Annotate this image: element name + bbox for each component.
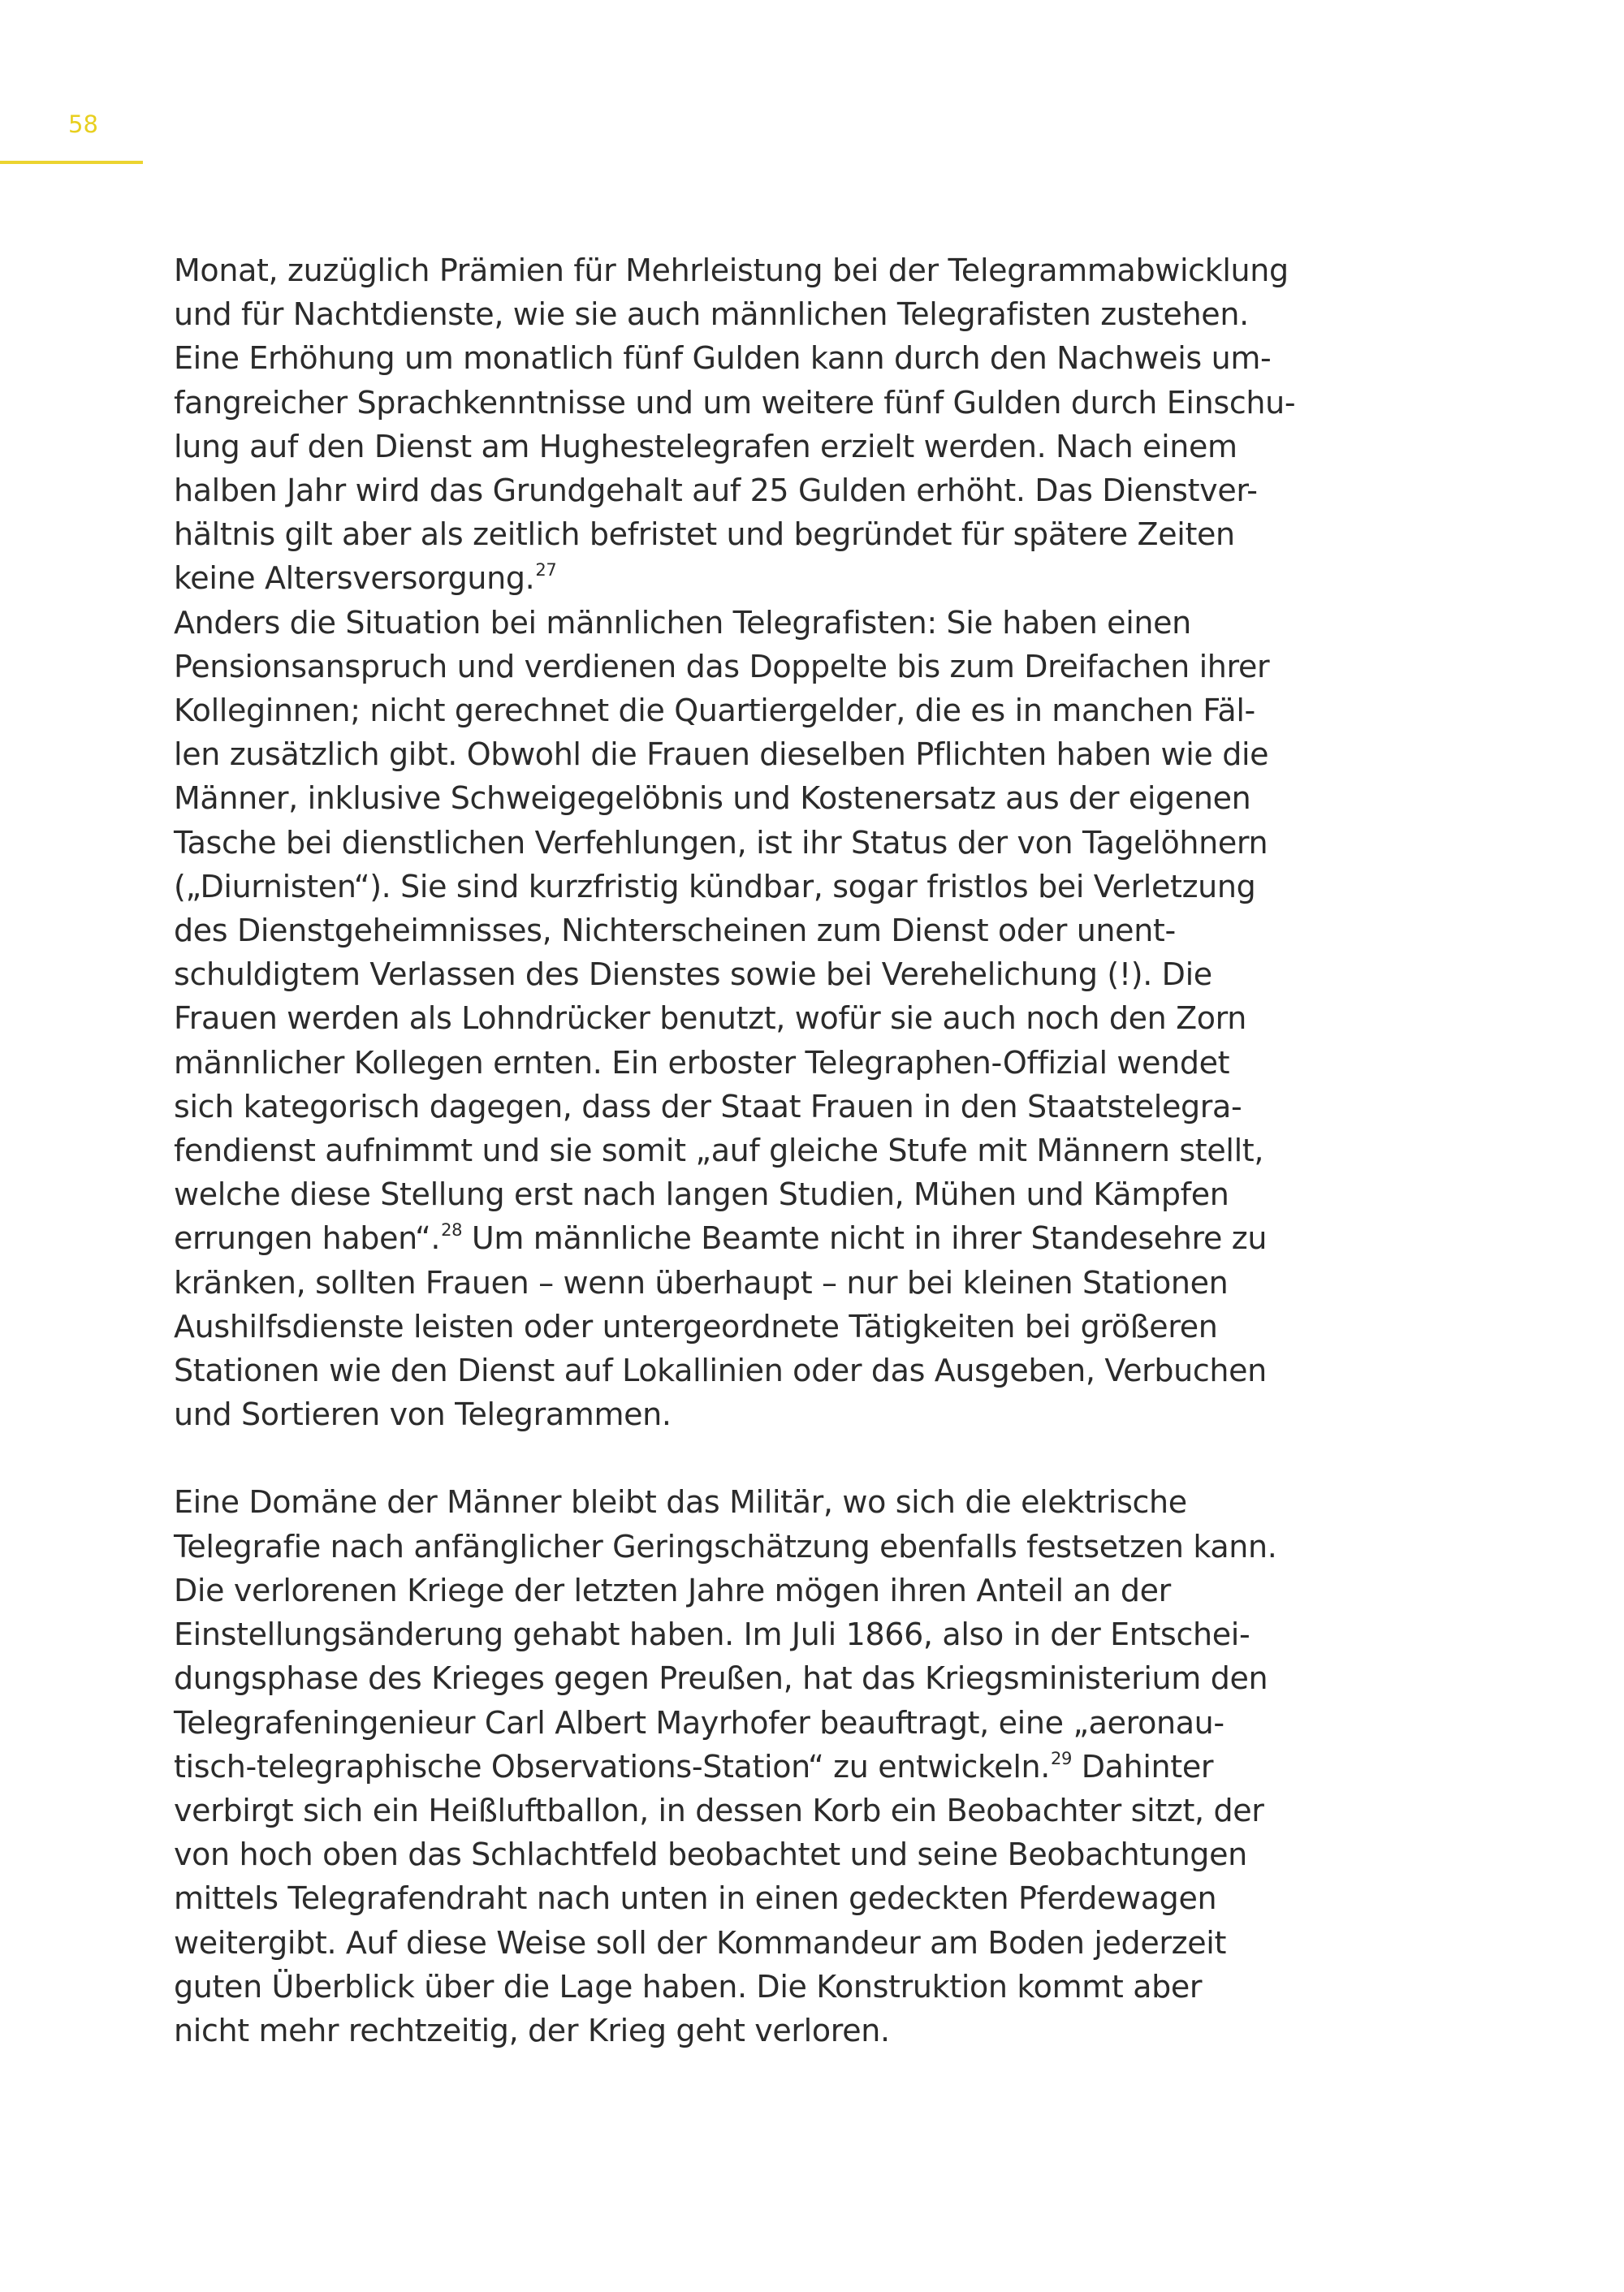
text-line: verbirgt sich ein Heißluftballon, in dessen Korb ein Beobachter sitzt, der: [174, 1792, 1264, 1828]
page-number: 58: [68, 110, 98, 138]
text-line: Tasche bei dienstlichen Verfehlungen, ist ihr Status der von Tagelöhnern: [174, 824, 1268, 861]
text-line: fendienst aufnimmt und sie somit „auf gleiche Stufe mit Männern stellt,: [174, 1133, 1264, 1169]
text-line: Telegrafeningenieur Carl Albert Mayrhofer beauftragt, eine „aeronau-: [174, 1704, 1224, 1741]
text-line: halben Jahr wird das Grundgehalt auf 25 Gulden erhöht. Das Dienstver-: [174, 473, 1258, 509]
text-line: Monat, zuzüglich Prämien für Mehrleistung bei der Telegrammabwicklung: [174, 253, 1289, 288]
text-line: lung auf den Dienst am Hughestelegrafen erzielt werden. Nach einem: [174, 428, 1237, 464]
text-line: len zusätzlich gibt. Obwohl die Frauen dieselben Pflichten haben wie die: [174, 736, 1269, 773]
body-text: [174, 248, 1296, 2052]
text-fragment: Um männliche Beamte nicht in ihrer Standesehre zu: [462, 1220, 1268, 1257]
text-line: welche diese Stellung erst nach langen Studien, Mühen und Kämpfen: [174, 1176, 1229, 1213]
text-line: Eine Domäne der Männer bleibt das Militär, wo sich die elektrische: [174, 1484, 1187, 1521]
text-line: („Diurnisten“). Sie sind kurzfristig kündbar, sogar fristlos bei Verletzung: [174, 868, 1256, 904]
text-line: [174, 1745, 1283, 1789]
text-line: Kolleginnen; nicht gerechnet die Quartiergelder, die es in manchen Fäl-: [174, 693, 1255, 729]
text-line: Eine Erhöhung um monatlich fünf Gulden kann durch den Nachweis um-: [174, 340, 1272, 377]
text-fragment: Dahinter: [1072, 1748, 1214, 1785]
text-line: Pensionsanspruch und verdienen das Doppelte bis zum Dreifachen ihrer: [174, 648, 1270, 684]
text-line: Männer, inklusive Schweigegelöbnis und Kostenersatz aus der eigenen: [174, 780, 1251, 817]
text-line: des Dienstgeheimnisses, Nichterscheinen zum Dienst oder unent-: [174, 913, 1176, 949]
text-line: weitergibt. Auf diese Weise soll der Kommandeur am Boden jederzeit: [174, 1924, 1227, 1961]
text-line: Frauen werden als Lohndrücker benutzt, wofür sie auch noch den Zorn: [174, 1000, 1247, 1037]
text-line: von hoch oben das Schlachtfeld beobachtet und seine Beobachtungen: [174, 1837, 1247, 1873]
footnote-marker: 29: [1051, 1748, 1073, 1768]
text-line: mittels Telegrafendraht nach unten in einen gedeckten Pferdewagen: [174, 1880, 1217, 1917]
footnote-marker: 28: [441, 1220, 463, 1241]
paragraph-3: [174, 1480, 1283, 2052]
text-line: sich kategorisch dagegen, dass der Staat Frauen in den Staatstelegra-: [174, 1088, 1242, 1124]
text-line: fangreicher Sprachkenntnisse und um weitere fünf Gulden durch Einschu-: [174, 384, 1296, 421]
paragraph-1: [174, 248, 1296, 601]
text-line: Aushilfsdienste leisten oder untergeordnete Tätigkeiten bei größeren: [174, 1308, 1218, 1345]
text-line: Die verlorenen Kriege der letzten Jahre mögen ihren Anteil an der: [174, 1572, 1171, 1608]
text-line: kränken, sollten Frauen – wenn überhaupt – nur bei kleinen Stationen: [174, 1264, 1229, 1301]
text-line: [174, 1216, 1283, 1260]
text-line: dungsphase des Krieges gegen Preußen, hat das Kriegsministerium den: [174, 1660, 1268, 1697]
footnote-marker: 27: [535, 560, 557, 581]
text-line: Einstellungsänderung gehabt haben. Im Juli 1866, also in der Entschei-: [174, 1616, 1250, 1653]
text-line: männlicher Kollegen ernten. Ein erboster Telegraphen-Offizial wendet: [174, 1044, 1230, 1081]
header-rule: [0, 161, 143, 164]
text-line: Telegrafie nach anfänglicher Geringschätzung ebenfalls festsetzen kann.: [174, 1528, 1277, 1565]
text-line: nicht mehr rechtzeitig, der Krieg geht verloren.: [174, 2012, 890, 2048]
text-line: guten Überblick über die Lage haben. Die Konstruktion kommt aber: [174, 1968, 1203, 2005]
paragraph-2: [174, 601, 1283, 1437]
text-line: [174, 556, 1283, 600]
text-fragment: tisch-telegraphische Observations-Station“ zu entwickeln.: [174, 1748, 1050, 1785]
text-fragment: keine Altersversorgung.: [174, 560, 535, 597]
text-line: und für Nachtdienste, wie sie auch männlichen Telegrafisten zustehen.: [174, 296, 1249, 333]
text-line: schuldigtem Verlassen des Dienstes sowie bei Verehelichung (!). Die: [174, 956, 1212, 993]
text-fragment: errungen haben“.: [174, 1220, 441, 1257]
text-line: hältnis gilt aber als zeitlich befristet und begründet für spätere Zeiten: [174, 516, 1235, 553]
text-line: und Sortieren von Telegrammen.: [174, 1396, 672, 1433]
text-line: Stationen wie den Dienst auf Lokallinien oder das Ausgeben, Verbuchen: [174, 1353, 1267, 1389]
text-line: Anders die Situation bei männlichen Telegrafisten: Sie haben einen: [174, 604, 1191, 641]
paragraph-gap: [174, 1436, 1283, 1480]
